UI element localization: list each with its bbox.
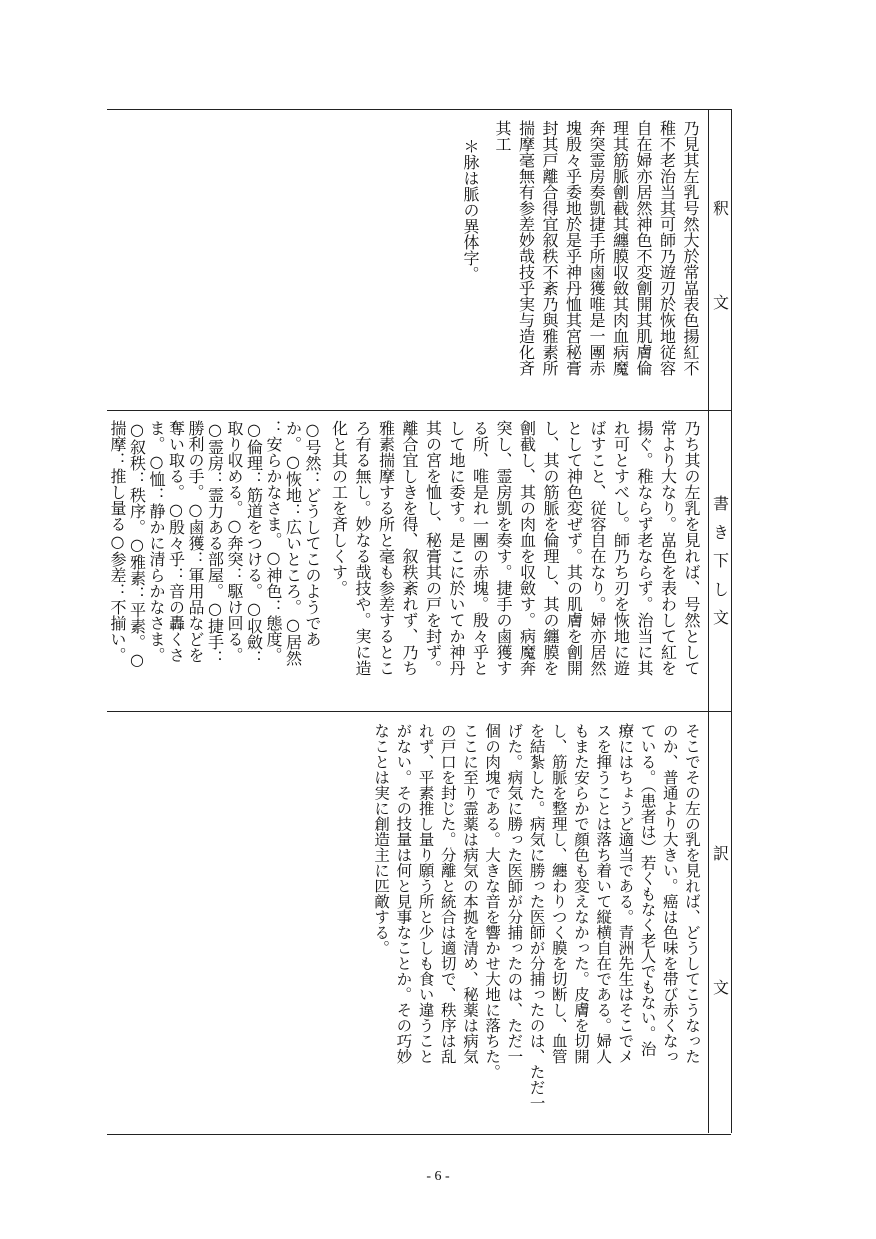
label-char: し (710, 580, 730, 597)
yakubun-line: の戸口を封じた。分離と統合は適切で、秩序は乱 (438, 723, 457, 1064)
yakubun-line: ている。（患者は）若くもなく老人でもない。治 (638, 723, 657, 1057)
label-yakubun (709, 845, 731, 995)
shakubun-line: 揣摩毫無有参差妙哉技乎実与造化斉 (516, 120, 536, 376)
glossary-line: 勝利の手。○鹵獲：軍用品などを (186, 420, 205, 663)
kakikudashi-text (325, 420, 703, 706)
kakikudashi-line: ばすこと、従容自在なり。婦亦居然 (588, 420, 607, 676)
label-char: 書 (710, 495, 730, 511)
yakubun-line: スを揮うことは落ち着いて縦横自在である。婦人 (594, 723, 613, 1064)
yakubun-line: がない。その技量は何と見事なことか。その巧妙 (394, 723, 413, 1064)
kakikudashi-glossary (110, 420, 322, 706)
kakikudashi-line: 乃ち其の左乳を見れば、号然として (682, 420, 701, 676)
yakubun-line: げた。病気に勝った医師が分捕ったのは、ただ一 (505, 723, 524, 1064)
kakikudashi-line: として神色変ぜず。其の肌膚を劊開 (564, 420, 584, 676)
yakubun-line: そこでその左の乳を見れば、どうしてこうなった (683, 723, 701, 1064)
note-line: ＊脉は脈の異体字。 (461, 138, 480, 282)
kakikudashi-line: れ可とすべし。師乃ち刃を恢地に遊 (611, 420, 631, 676)
yakubun-line: ここに至り霊薬は病気の本拠を清め、秘薬は病気 (460, 723, 479, 1064)
kakikudashi-line: 化と其の工を斉しくす。 (329, 420, 349, 596)
glossary-line: ○倫理：筋道をつける。○収斂： (244, 420, 264, 666)
kakikudashi-line: 揚ぐ。稚ならず老ならず。治当に其 (635, 420, 654, 676)
shakubun-line: 自在婦亦居然神色不変劊開其肌膚倫 (634, 120, 653, 376)
glossary-line: ○霊房：霊力ある部屋。○捷手： (205, 420, 225, 666)
kakikudashi-line: 突し、霊房凱を奏す。捷手の鹵獲す (494, 420, 513, 676)
shakubun-line: 封其戸離合得宜叙秩不紊乃與雅素所 (540, 120, 559, 376)
label-char: 文 (710, 294, 730, 310)
kakikudashi-line: 劊截し、其の肉血を収斂す。病魔奔 (517, 420, 537, 676)
yakubun-line: 個の肉塊である。大きな音を響かせ大地に落ちた。 (483, 723, 502, 1080)
yakubun-line: 療にはちょうど適当である。青洲先生はそこでメ (616, 723, 635, 1064)
label-char: 釈 (710, 200, 730, 216)
glossary-line: 揣摩：推し量る○参差：不揃い。 (108, 420, 127, 663)
yakubun-text (370, 723, 703, 1128)
shakubun-line: 稚不老治当其可師乃遊刃於恢地従容 (657, 120, 677, 376)
glossary-line: ：安らかなさま。○神色：態度。 (264, 420, 283, 663)
shakubun-line: 乃見其左乳号然大於常嵓表色揚紅不 (681, 120, 700, 376)
yakubun-line: のか、普通より大きい。癌は色味を帯び赤くなっ (660, 723, 679, 1064)
glossary-line: 取り収める。○奔突：駆け回る。 (225, 420, 244, 663)
label-shakubun (709, 200, 731, 310)
label-kakikudashi (709, 495, 731, 625)
kakikudashi-line: 雅素揣摩する所と毫も参差するとこ (376, 420, 396, 676)
shakubun-line: 其工 (493, 120, 512, 152)
yakubun-line: もまた安らかで顔色も変えなかった。皮膚を切開 (571, 723, 590, 1064)
yakubun-line: なことは実に創造主に匹敵する。 (372, 723, 391, 956)
glossary-line: ○号然：どうしてこのようであ (303, 420, 322, 647)
label-char: 文 (710, 609, 730, 625)
row-divider-1 (107, 410, 731, 411)
kakikudashi-line: 離合宜しきを得、叙秩紊れず、乃ち (400, 420, 419, 676)
kakikudashi-line: る所、唯是れ一團の赤塊。殷々乎と (470, 420, 490, 676)
glossary-line: か。○恢地：広いところ。○居然 (283, 420, 303, 666)
yakubun-line: し、筋脈を整理し、纏わりつく膜を切断し、血管 (549, 723, 568, 1064)
label-char: 文 (710, 979, 730, 995)
kakikudashi-line: し、其の筋脈を倫理し、其の纏膜を (541, 420, 560, 676)
shakubun-line: 塊殷々乎委地於是乎神丹恤其宮秘膏 (563, 120, 583, 376)
shakubun-text (492, 120, 702, 405)
shakubun-line: 奔突霊房奏凱捷手所鹵獲唯是一團赤 (587, 120, 606, 376)
kakikudashi-line: 常より大なり。嵓色を表わして紅を (658, 420, 678, 676)
kakikudashi-line: して地に委す。是こに於いてか神丹 (447, 420, 466, 676)
glossary-line: ○叙秩：秩序。○雅素：平素。○ (127, 420, 147, 669)
shakubun-line: 理其筋脈劊截其纏膜収斂其肉血病魔 (610, 120, 630, 376)
yakubun-line: れず、平素推し量り願う所と少しも食い違うこと (416, 723, 435, 1064)
page-number: - 6 - (426, 1169, 450, 1184)
row-divider-2 (107, 711, 731, 712)
label-char: 訳 (710, 845, 730, 861)
label-char: 下 (710, 552, 730, 568)
kakikudashi-line: ろ有る無し。妙なる哉技や。実に造 (353, 420, 372, 676)
shakubun-note (458, 138, 482, 338)
label-char: き (710, 523, 730, 540)
glossary-line: ま。○恤：静かに清らかなさま。 (147, 420, 166, 663)
glossary-line: 奪い取る。○殷々乎：音の轟くさ (166, 420, 186, 663)
yakubun-line: を結紮した。病気に勝った医師が分捕ったのは、ただ一 (527, 723, 546, 1111)
kakikudashi-line: 其の宮を恤し、秘膏其の戸を封ず。 (423, 420, 443, 676)
